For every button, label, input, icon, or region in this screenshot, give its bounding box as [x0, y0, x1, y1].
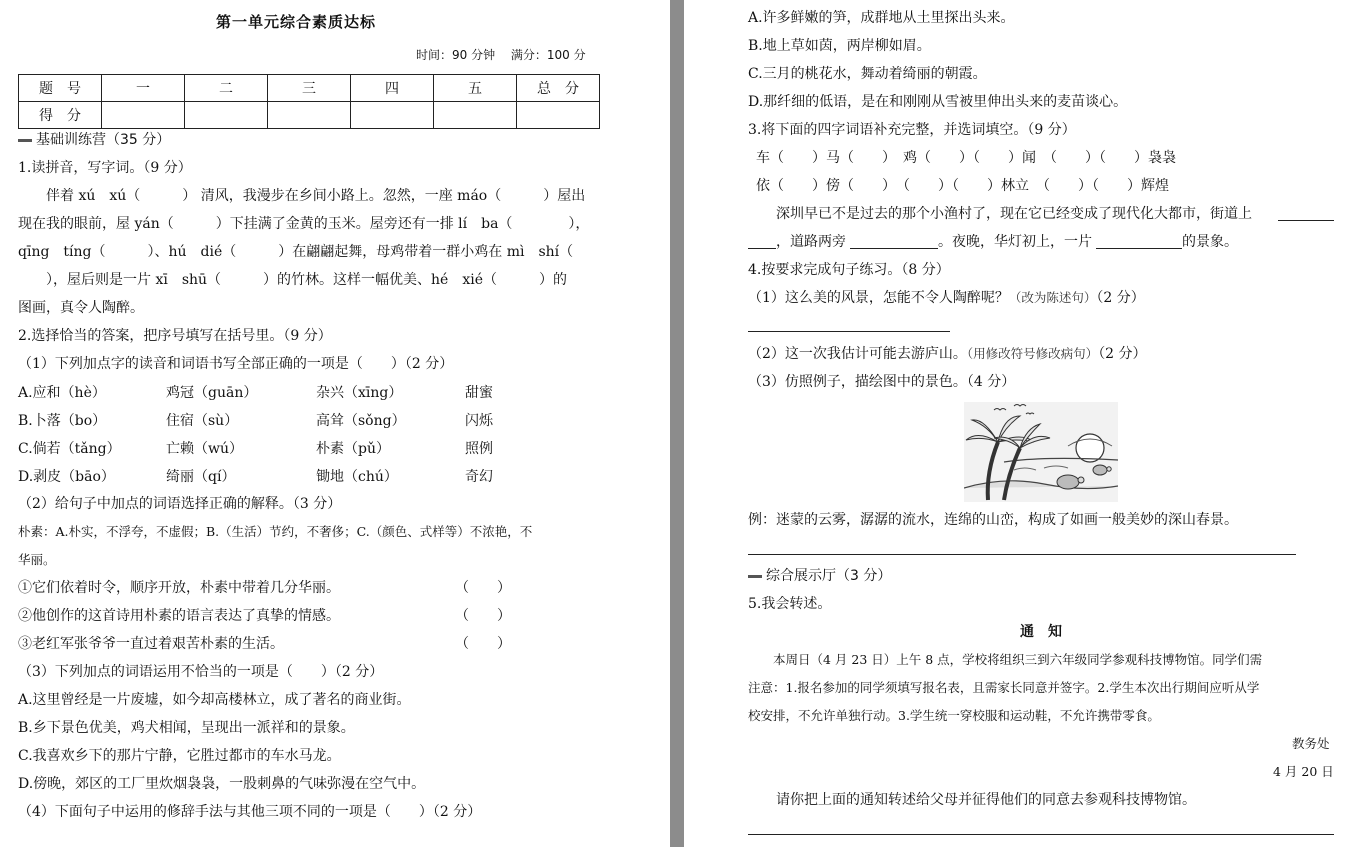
section-1-heading: 基础训练营（35 分）	[18, 130, 170, 150]
score-input-cell[interactable]	[268, 102, 351, 129]
answer-line[interactable]	[748, 554, 1296, 555]
q1-line: ），屋后则是一片 xī shū（ ）的竹林。这样一幅优美、hé xié（ ）的	[18, 272, 567, 288]
answer-line[interactable]	[748, 331, 950, 332]
q1-line: qīng tíng（ ）、hú dié（ ）在翩翩起舞，母鸡带着一群小鸡在 mì shí（	[18, 244, 574, 260]
option-line: A.许多鲜嫩的笋，成群地从土里探出头来。	[748, 10, 1015, 26]
page-left	[0, 0, 670, 847]
section-marker-icon	[18, 139, 32, 142]
notice-title: 通 知	[1020, 624, 1062, 640]
definition-line: 朴素：A.朴实，不浮夸，不虚假；B.（生活）节约，不奢侈；C.（颜色、式样等）不浓艳，不	[18, 524, 533, 539]
blank-line[interactable]	[748, 248, 776, 249]
option-cell: 杂兴（xīng）	[316, 385, 403, 401]
table-cell: 一	[102, 75, 185, 102]
sun-icon	[1076, 434, 1104, 462]
q4-sub1: （1）这么美的风景，怎能不令人陶醉呢？（改为陈述句）（2 分）	[748, 290, 1145, 306]
option-cell: 绮丽（qí）	[166, 469, 236, 485]
option-cell: 朴素（pǔ）	[316, 441, 390, 457]
option-line: B.地上草如茵，两岸柳如眉。	[748, 38, 931, 54]
q1-title: 1.读拼音，写字词。（9 分）	[18, 160, 192, 176]
option-cell: 奇幻	[465, 469, 493, 485]
notice-line: 注意：1.报名参加的同学须填写报名表，且需家长同意并签字。2.学生本次出行期间应听从学	[748, 680, 1260, 695]
score-input-cell[interactable]	[434, 102, 517, 129]
fill-paragraph-text: ，道路两旁	[776, 234, 846, 250]
q1-line: 图画，真令人陶醉。	[18, 300, 144, 316]
fill-paragraph-text: 的景象。	[1182, 234, 1238, 250]
answer-line[interactable]	[748, 834, 1334, 835]
sentence-item: ③老红军张爷爷一直过着艰苦朴素的生活。	[18, 636, 284, 652]
score-table	[18, 74, 600, 129]
score-input-cell[interactable]	[185, 102, 268, 129]
page-right	[684, 0, 1366, 847]
q2-sub3: （3）下列加点的词语运用不恰当的一项是（ ）（2 分）	[18, 664, 384, 680]
fill-paragraph-text: 。夜晚，华灯初上，一片	[938, 234, 1092, 250]
time-info: 时间：90 分钟 满分：100 分	[416, 48, 586, 62]
option-cell: D.剥皮（bāo）	[18, 469, 115, 485]
section-2-heading: 综合展示厅（3 分）	[748, 566, 891, 586]
answer-paren[interactable]: （ ）	[455, 608, 511, 624]
blank-line[interactable]	[1278, 220, 1334, 221]
fill-paragraph-line: 深圳早已不是过去的那个小渔村了，现在它已经变成了现代化大都市，街道上	[748, 206, 1252, 222]
option-cell: 照例	[465, 441, 493, 457]
q1-line: 伴着 xú xú（ ） 清风，我漫步在乡间小路上。忽然，一座 máo（ ）屋出	[18, 188, 586, 204]
idiom-row: 车（ ）马（ ） 鸡（ ）（ ）闻 （ ）（ ）袅袅	[756, 150, 1176, 166]
score-input-cell[interactable]	[102, 102, 185, 129]
notice-line: 本周日（4 月 23 日）上午 8 点，学校将组织三到六年级同学参观科技博物馆。同学们需	[748, 652, 1263, 667]
table-cell: 得 分	[19, 102, 102, 129]
option-line: B.乡下景色优美，鸡犬相闻，呈现出一派祥和的景象。	[18, 720, 355, 736]
option-cell: B.卜落（bo）	[18, 413, 107, 429]
q4-title: 4.按要求完成句子练习。（8 分）	[748, 262, 950, 278]
option-cell: 鸡冠（guān）	[166, 385, 258, 401]
q1-line: 现在我的眼前，屋 yán（ ）下挂满了金黄的玉米。屋旁还有一排 lí ba（ ），	[18, 216, 590, 232]
option-cell: 锄地（chú）	[316, 469, 398, 485]
option-line: D.傍晚，郊区的工厂里炊烟袅袅，一股刺鼻的气味弥漫在空气中。	[18, 776, 426, 792]
answer-paren[interactable]: （ ）	[455, 580, 511, 596]
sentence-item: ②他创作的这首诗用朴素的语言表达了真挚的情感。	[18, 608, 340, 624]
option-cell: A.应和（hè）	[18, 385, 106, 401]
q2-title: 2.选择恰当的答案，把序号填写在括号里。（9 分）	[18, 328, 332, 344]
q3-title: 3.将下面的四字词语补充完整，并选词填空。（9 分）	[748, 122, 1076, 138]
notice-line: 校安排，不允许单独行动。3.学生统一穿校服和运动鞋，不允许携带零食。	[748, 708, 1160, 723]
section-marker-icon	[748, 575, 762, 578]
q4-sub2: （2）这一次我估计可能去游庐山。（用修改符号修改病句）（2 分）	[748, 346, 1147, 362]
score-input-cell[interactable]	[517, 102, 600, 129]
table-cell: 四	[351, 75, 434, 102]
option-line: C.我喜欢乡下的那片宁静，它胜过都市的车水马龙。	[18, 748, 341, 764]
table-cell: 题 号	[19, 75, 102, 102]
q2-sub1: （1）下列加点字的读音和词语书写全部正确的一项是（ ）（2 分）	[18, 356, 454, 372]
q2-sub4: （4）下面句子中运用的修辞手法与其他三项不同的一项是（ ）（2 分）	[18, 804, 482, 820]
definition-line: 华丽。	[18, 552, 56, 567]
q2-sub2: （2）给句子中加点的词语选择正确的解释。（3 分）	[18, 496, 342, 512]
blank-line[interactable]	[850, 248, 938, 249]
idiom-row: 依（ ）傍（ ） （ ）（ ）林立 （ ）（ ）辉煌	[756, 178, 1169, 194]
option-cell: 甜蜜	[465, 385, 493, 401]
option-cell: 亡赖（wú）	[166, 441, 243, 457]
answer-paren[interactable]: （ ）	[455, 636, 511, 652]
q5-title: 5.我会转述。	[748, 596, 832, 612]
beach-scene-illustration	[964, 402, 1118, 502]
option-line: C.三月的桃花水，舞动着绮丽的朝霞。	[748, 66, 987, 82]
example-sentence: 例：迷蒙的云雾，潺潺的流水，连绵的山峦，构成了如画一般美妙的深山春景。	[748, 512, 1238, 528]
sentence-item: ①它们依着时令，顺序开放，朴素中带着几分华丽。	[18, 580, 340, 596]
option-cell: 住宿（sù）	[166, 413, 239, 429]
option-line: D.那纤细的低语，是在和刚刚从雪被里伸出头来的麦苗谈心。	[748, 94, 1128, 110]
option-cell: C.倘若（tǎng）	[18, 441, 121, 457]
table-cell: 五	[434, 75, 517, 102]
notice-signer: 教务处	[1292, 736, 1330, 751]
score-table-header-row	[19, 75, 600, 102]
q5-task: 请你把上面的通知转述给父母并征得他们的同意去参观科技博物馆。	[748, 792, 1196, 808]
q4-sub3: （3）仿照例子，描绘图中的景色。（4 分）	[748, 374, 1016, 390]
score-table-score-row	[19, 102, 600, 129]
blank-line[interactable]	[1096, 248, 1182, 249]
table-cell: 总 分	[517, 75, 600, 102]
option-cell: 闪烁	[465, 413, 493, 429]
option-cell: 高耸（sǒng）	[316, 413, 406, 429]
option-line: A.这里曾经是一片废墟，如今却高楼林立，成了著名的商业街。	[18, 692, 411, 708]
score-input-cell[interactable]	[351, 102, 434, 129]
table-cell: 二	[185, 75, 268, 102]
table-cell: 三	[268, 75, 351, 102]
notice-date: 4 月 20 日	[1273, 764, 1334, 779]
page-title: 第一单元综合素质达标	[216, 13, 377, 31]
